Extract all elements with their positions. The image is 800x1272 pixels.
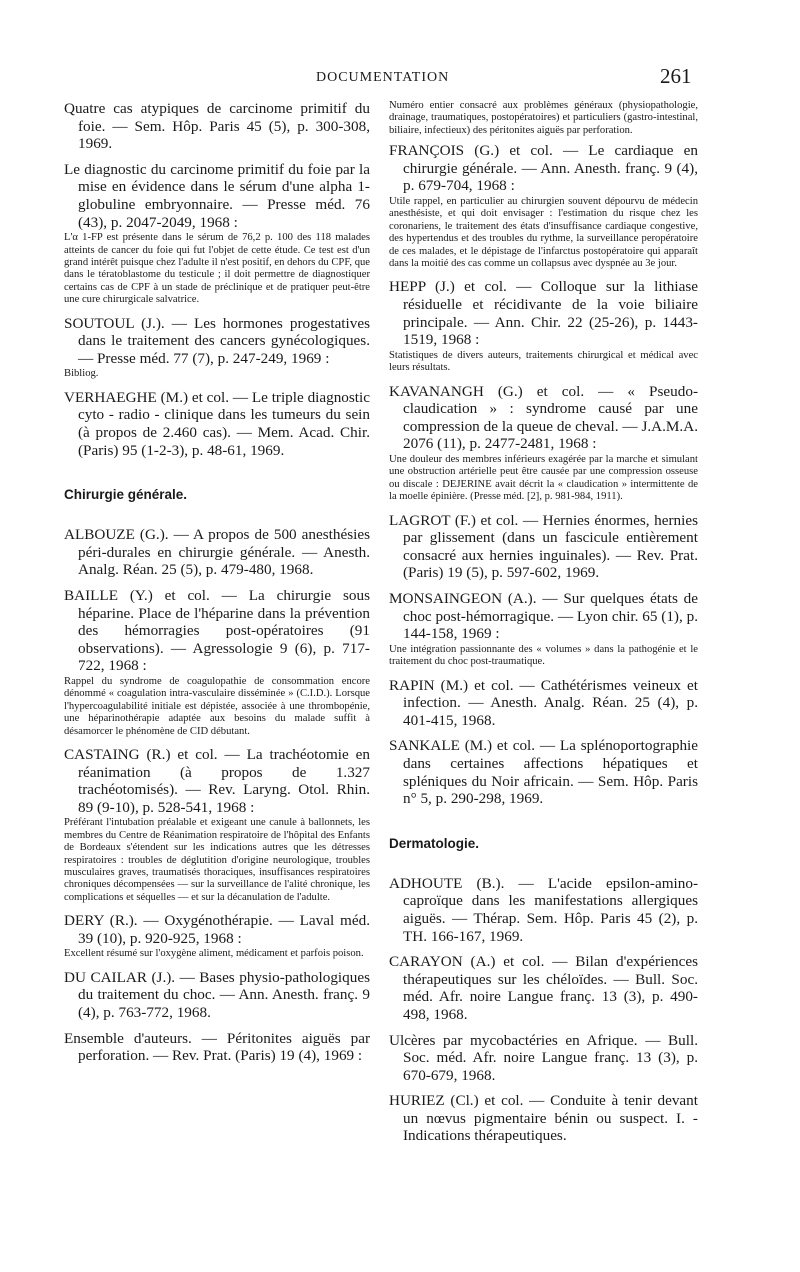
right-entries	[389, 142, 698, 816]
left-column	[64, 100, 370, 1073]
entry-reference: BAILLE (Y.) et col. — La chirurgie sous héparine. Place de l'héparine dans la prévention des hémorragies post-opératoires (91 observations). — Agressologie 9 (6), p. 717-722, 1968 :	[64, 586, 370, 675]
bibliography-entry	[64, 526, 370, 579]
entry-reference: Quatre cas atypiques de carcinome primitif du foie. — Sem. Hôp. Paris 45 (5), p. 300-308, 1969.	[64, 100, 370, 153]
entry-annotation: Une intégration passionnante des « volumes » dans la pathogénie et le traitement du choc post-traumatique.	[389, 643, 698, 668]
entry-reference: CARAYON (A.) et col. — Bilan d'expériences thérapeutiques sur les chéloïdes. — Bull. Soc. méd. Afr. noire Langue franç. 13 (3), p. 490-498, 1968.	[389, 953, 698, 1023]
bibliography-entry	[64, 100, 370, 153]
entry-reference: ADHOUTE (B.). — L'acide epsilon-amino-caproïque dans les manifestations allergiques aiguës. — Thérap. Sem. Hôp. Paris 45 (2), p. TH. 166-167, 1969.	[389, 874, 698, 945]
left-entries	[64, 100, 370, 467]
bibliography-entry	[389, 278, 698, 374]
entry-annotation: Préférant l'intubation préalable et exigeant une canule à ballonnets, les membres du Centre de Réanimation respiratoire de l'hôpital des Enfants de Bordeaux s'étendent sur les indications autres que les détresses respiratoires : troubles de déglutition d'origine neurologique, troubles musculaires graves, traumatisés thoraciques, insuffisances respiratoires chroniques décompensées — sur la surveillance de l'alité chronique, les complications et séquelles — et sur la décanulation de l'adulte.	[64, 817, 370, 903]
entry-reference: DERY (R.). — Oxygénothérapie. — Laval méd. 39 (10), p. 920-925, 1968 :	[64, 912, 370, 947]
entry-reference: Ulcères par mycobactéries en Afrique. — Bull. Soc. méd. Afr. noire Langue franç. 13 (3), p. 670-679, 1968.	[389, 1031, 698, 1084]
entry-reference: LAGROT (F.) et col. — Hernies énormes, hernies par glissement (dans un fascicule entièrement consacré aux hernies inguinales). — Rev. Prat. (Paris) 19 (5), p. 597-602, 1969.	[389, 511, 698, 582]
entry-reference: ALBOUZE (G.). — A propos de 500 anesthésies péri-durales en chirurgie générale. — Anesth. Analg. Réan. 25 (5), p. 479-480, 1968.	[64, 526, 370, 579]
continued-note: Numéro entier consacré aux problèmes généraux (physiopathologie, drainage, traumatiques, postopératoires) et particuliers (gastro-intestinal, biliaire, infectieux) des péritonites aiguës par perforation.	[389, 100, 698, 136]
bibliography-entry	[64, 746, 370, 904]
bibliography-entry	[389, 677, 698, 730]
section-heading-dermatologie: Dermatologie.	[389, 835, 480, 851]
bibliography-entry	[64, 389, 370, 459]
bibliography-entry	[389, 875, 698, 945]
entry-reference: CASTAING (R.) et col. — La trachéotomie en réanimation (à propos de 1.327 trachéotomisés). — Rev. Laryng. Otol. Rhin. 89 (9-10), p. 528-541, 1968 :	[64, 745, 370, 816]
bibliography-entry	[64, 969, 370, 1022]
bibliography-entry	[64, 315, 370, 381]
entry-reference: HEPP (J.) et col. — Colloque sur la lithiase résiduelle et récidivante de la voie biliaire principale. — Ann. Chir. 22 (25-26), p. 1443-1519, 1968 :	[389, 278, 698, 349]
entry-reference: MONSAINGEON (A.). — Sur quelques états de choc post-hémorragique. — Lyon chir. 65 (1), p. 144-158, 1969 :	[389, 590, 698, 643]
bibliography-entry	[389, 142, 698, 270]
entry-reference: KAVANANGH (G.) et col. — « Pseudo-claudication » : syndrome causé par une compression de la queue de cheval. — J.A.M.A. 2076 (11), p. 2477-2481, 1968 :	[389, 382, 698, 453]
section-heading-chirurgie: Chirurgie générale.	[64, 487, 188, 503]
right-column	[389, 100, 698, 1153]
left-entries-chirurgie	[64, 526, 370, 1073]
entry-reference: Ensemble d'auteurs. — Péritonites aiguës par perforation. — Rev. Prat. (Paris) 19 (4), 1969 :	[64, 1029, 370, 1065]
bibliography-entry	[64, 912, 370, 961]
bibliography-entry	[389, 737, 698, 807]
bibliography-entry	[64, 587, 370, 738]
bibliography-entry	[389, 953, 698, 1023]
entry-reference: VERHAEGHE (M.) et col. — Le triple diagnostic cyto - radio - clinique dans les tumeurs du sein (à propos de 2.460 cas). — Mem. Acad. Chir. (Paris) 95 (1-2-3), p. 48-61, 1969.	[64, 388, 370, 459]
entry-reference: HURIEZ (Cl.) et col. — Conduite à tenir devant un nœvus pigmentaire bénin ou suspect. I. - Indications thérapeutiques.	[389, 1092, 698, 1145]
bibliography-entry	[389, 383, 698, 504]
bibliography-entry	[389, 590, 698, 669]
bibliography-entry	[389, 512, 698, 582]
entry-reference: Le diagnostic du carcinome primitif du foie par la mise en évidence dans le sérum d'une alpha 1-globuline embryonnaire. — Presse méd. 76 (43), p. 2047-2049, 1968 :	[64, 160, 370, 231]
entry-reference: SANKALE (M.) et col. — La splénoportographie dans certaines affections hépatiques et spléniques du Noir africain. — Sem. Hôp. Paris n° 5, p. 290-298, 1969.	[389, 737, 698, 808]
bibliography-entry	[64, 1030, 370, 1065]
bibliography-entry	[389, 1032, 698, 1085]
entry-annotation: Statistiques de divers auteurs, traitements chirurgical et médical avec leurs résultats.	[389, 349, 698, 374]
entry-annotation: Utile rappel, en particulier au chirurgien souvent dépourvu de médecin anesthésiste, et qui doit envisager : l'estimation du risque chez les coronariens, le traitement des états d'insuffisance cardiaque congestive, des hypertendus et des troubles du rythme, la surveillance peropératoire de ces malades, et le dépistage de l'infarctus postopératoire qui apparaît dans la moitié des cas comme un collapsus avec dyspnée au 3e jour.	[389, 196, 698, 270]
entry-annotation: Bibliog.	[64, 368, 99, 380]
bibliography-entry	[389, 1092, 698, 1145]
right-entries-dermatologie	[389, 875, 698, 1153]
entry-reference: FRANÇOIS (G.) et col. — Le cardiaque en chirurgie générale. — Ann. Anesth. franç. 9 (4), p. 679-704, 1968 :	[389, 142, 698, 195]
entry-annotation: Excellent résumé sur l'oxygène aliment, médicament et parfois poison.	[64, 948, 364, 960]
running-header: DOCUMENTATION	[316, 70, 450, 85]
page-number: 261	[660, 64, 692, 88]
entry-reference: RAPIN (M.) et col. — Cathétérismes veineux et infection. — Anesth. Analg. Réan. 25 (4), p. 401-415, 1968.	[389, 676, 698, 729]
entry-annotation: L'α 1-FP est présente dans le sérum de 76,2 p. 100 des 118 malades atteints de cancer du foie qui fut l'objet de cette étude. Ce test est d'un grand intérêt puisque chez l'adulte il n'est positif, en dehors du CPF, que dans le tératoblastome du testicule ; il doit permettre de diagnostiquer certains cas de CPF à un stade de préclinique et de pratiquer peut-être une cure chirurgicale salvatrice.	[64, 232, 370, 306]
entry-annotation: Une douleur des membres inférieurs exagérée par la marche et simulant une obstruction artérielle peut être causée par une compression osseuse ou discale : DEJERINE avait décrit la « claudication » intermittente de la moelle épinière. (Presse méd. [2], p. 981-984, 1911).	[389, 454, 698, 503]
entry-reference: SOUTOUL (J.). — Les hormones progestatives dans le traitement des cancers gynécologiques. — Presse méd. 77 (7), p. 247-249, 1969 :	[64, 314, 370, 367]
bibliography-entry	[64, 161, 370, 307]
entry-reference: DU CAILAR (J.). — Bases physio-pathologiques du traitement du choc. — Ann. Anesth. franç. 9 (4), p. 763-772, 1968.	[64, 968, 370, 1021]
entry-annotation: Rappel du syndrome de coagulopathie de consommation encore dénommé « coagulation intra-vasculaire disséminée » (C.I.D.). Lorsque l'hypercoagulabilité initiale est dépistée, associée à une thrombopénie, une héparinothérapie adaptée aux besoins du malade suffit à désamorcer le phénomène de CID débutant.	[64, 675, 370, 737]
